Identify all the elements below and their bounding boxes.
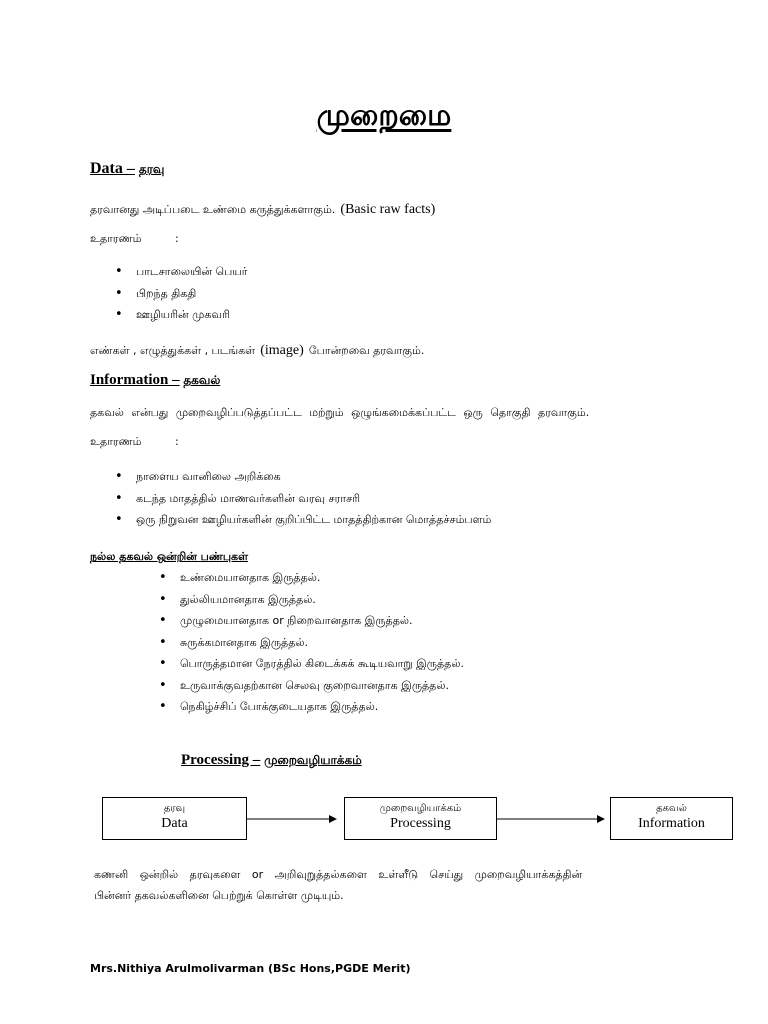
list-item: • பொருத்தமான நேரத்தில் கிடைக்கக் கூடியவாறு இருத்தல். xyxy=(180,656,464,678)
data-examples-list xyxy=(136,264,247,329)
information-examples-list xyxy=(136,469,491,534)
information-example-label xyxy=(90,435,179,450)
processing-description-line1: கணனி ஒன்றில் தரவுகளை or அறிவுறுத்தல்களை உள்ளீடு செய்து முறைவழியாக்கத்தின் xyxy=(94,868,583,881)
qualities-heading: நல்ல தகவல் ஒன்றின் பண்புகள் xyxy=(90,550,249,563)
list-item: • ஊழியரின் முகவரி xyxy=(136,307,247,329)
data-heading-ta: தரவு xyxy=(138,162,165,176)
list-item: • முழுமையானதாக or நிறைவானதாக இருத்தல். xyxy=(180,613,464,635)
data-box-en: Data xyxy=(161,816,188,831)
information-heading xyxy=(90,372,220,389)
list-item: • உருவாக்குவதற்கான செலவு குறைவானதாக இருத்தல். xyxy=(180,678,464,700)
list-item: • நெகிழ்ச்சிப் போக்குடையதாக இருத்தல். xyxy=(180,699,464,721)
data-example-label xyxy=(90,232,179,247)
information-heading-ta: தகவல் xyxy=(183,373,221,387)
page-title: முறைமை xyxy=(316,98,452,133)
processing-heading-en: Processing – xyxy=(181,752,261,768)
data-definition-en: (Basic raw facts) xyxy=(340,202,436,217)
data-summary xyxy=(90,339,424,359)
information-definition: தகவல் என்பது முறைவழிப்படுத்தப்பட்ட மற்றும் ஒழுங்கமைக்கப்பட்ட ஒரு தொகுதி தரவாகும். xyxy=(90,406,590,419)
list-item: • துல்லியமானதாக இருத்தல். xyxy=(180,592,464,614)
processing-description-line2: பின்னர் தகவல்களினை பெற்றுக் கொள்ள முடியும். xyxy=(94,889,344,902)
qualities-list xyxy=(180,570,464,721)
data-summary-part2: போன்றவை தரவாகும். xyxy=(308,344,425,357)
information-box-ta: தகவல் xyxy=(656,803,687,814)
processing-heading xyxy=(181,752,362,769)
information-box-en: Information xyxy=(638,816,705,831)
list-item: • ஒரு நிறுவன ஊழியர்களின் குறிப்பிட்ட மாதத்திற்கான மொத்தச்சம்பளம் xyxy=(136,512,491,534)
data-box-ta: தரவு xyxy=(163,803,186,814)
processing-box xyxy=(344,797,497,840)
footer-author: Mrs.Nithiya Arulmolivarman (BSc Hons,PGDE Merit) xyxy=(90,962,411,975)
list-item: • பாடசாலையின் பெயர் xyxy=(136,264,247,286)
list-item: • உண்மையானதாக இருத்தல். xyxy=(180,570,464,592)
information-box xyxy=(610,797,733,840)
list-item: • சுருக்கமானதாக இருத்தல். xyxy=(180,635,464,657)
information-example-colon: : xyxy=(174,435,179,448)
data-heading-en: Data – xyxy=(90,160,135,177)
data-example-label-text: உதாரணம் xyxy=(90,232,142,245)
data-box xyxy=(102,797,247,840)
data-summary-en: (image) xyxy=(260,343,304,358)
data-example-colon: : xyxy=(174,232,179,245)
data-definition-ta: தரவானது அடிப்படை உண்மை கருத்துக்களாகும். xyxy=(90,203,336,216)
data-heading xyxy=(90,160,164,178)
data-definition xyxy=(90,198,435,218)
processing-box-ta: முறைவழியாக்கம் xyxy=(379,803,462,814)
information-example-label-text: உதாரணம் xyxy=(90,435,142,448)
list-item: • நாளைய வானிலை அறிக்கை xyxy=(136,469,491,491)
information-heading-en: Information – xyxy=(90,372,180,388)
processing-heading-ta: முறைவழியாக்கம் xyxy=(264,753,362,767)
list-item: • பிறந்த திகதி xyxy=(136,286,247,308)
list-item: • கடந்த மாதத்தில் மாணவர்களின் வரவு சராசரி xyxy=(136,491,491,513)
data-summary-part1: எண்கள் , எழுத்துக்கள் , படங்கள் xyxy=(90,344,256,357)
processing-box-en: Processing xyxy=(390,816,451,831)
